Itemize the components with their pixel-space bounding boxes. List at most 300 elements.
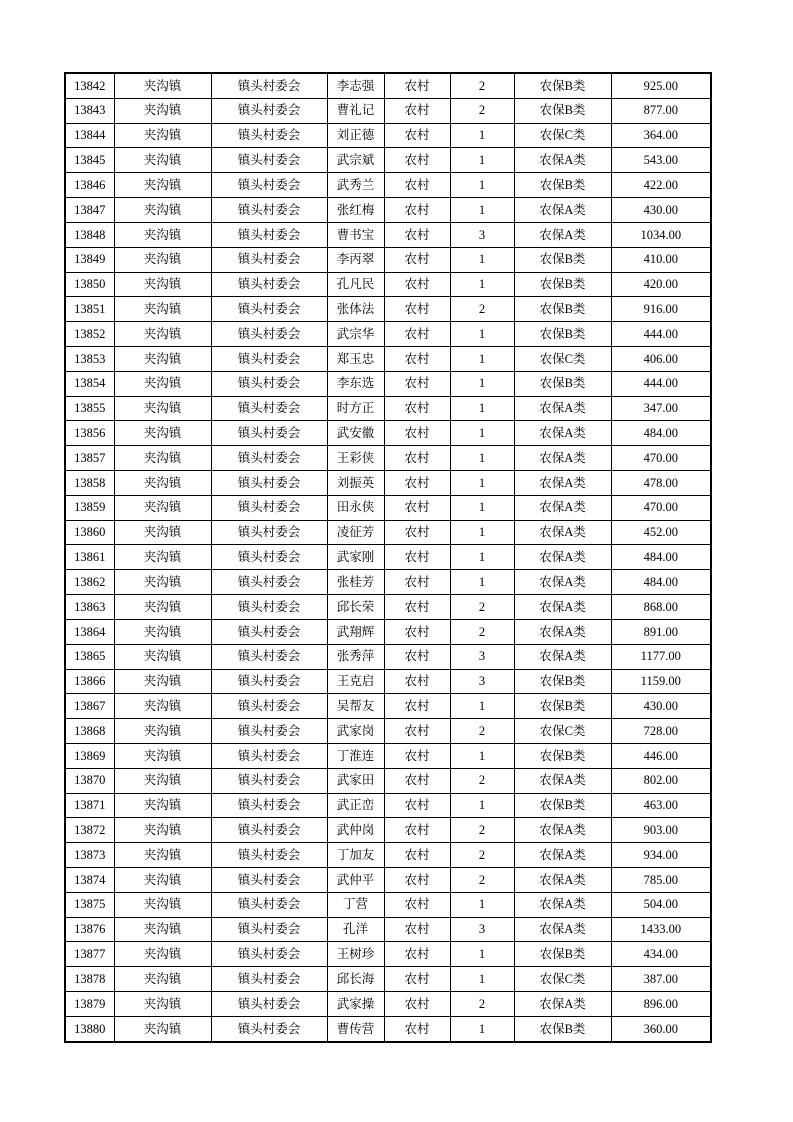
cell-village: 镇头村委会	[211, 123, 327, 148]
cell-village: 镇头村委会	[211, 222, 327, 247]
table-row	[65, 595, 711, 620]
cell-id: 13869	[65, 743, 114, 768]
cell-type: 农村	[384, 793, 450, 818]
table-row	[65, 471, 711, 496]
cell-count: 1	[450, 743, 514, 768]
table-row	[65, 967, 711, 992]
table-row	[65, 198, 711, 223]
cell-town: 夹沟镇	[114, 446, 211, 471]
cell-category: 农保A类	[514, 222, 611, 247]
cell-category: 农保A类	[514, 892, 611, 917]
cell-type: 农村	[384, 346, 450, 371]
table-row	[65, 322, 711, 347]
cell-category: 农保A类	[514, 396, 611, 421]
cell-id: 13848	[65, 222, 114, 247]
cell-village: 镇头村委会	[211, 73, 327, 98]
cell-count: 1	[450, 793, 514, 818]
cell-category: 农保B类	[514, 272, 611, 297]
cell-town: 夹沟镇	[114, 595, 211, 620]
cell-name: 张桂芳	[327, 570, 384, 595]
cell-town: 夹沟镇	[114, 520, 211, 545]
cell-town: 夹沟镇	[114, 570, 211, 595]
table-row	[65, 73, 711, 98]
cell-count: 1	[450, 421, 514, 446]
cell-village: 镇头村委会	[211, 322, 327, 347]
cell-type: 农村	[384, 371, 450, 396]
cell-amount: 470.00	[611, 495, 711, 520]
cell-name: 武家操	[327, 992, 384, 1017]
cell-id: 13845	[65, 148, 114, 173]
cell-category: 农保B类	[514, 1016, 611, 1042]
cell-amount: 410.00	[611, 247, 711, 272]
cell-id: 13880	[65, 1016, 114, 1042]
cell-category: 农保A类	[514, 868, 611, 893]
cell-amount: 1433.00	[611, 917, 711, 942]
cell-category: 农保C类	[514, 346, 611, 371]
cell-category: 农保A类	[514, 471, 611, 496]
cell-town: 夹沟镇	[114, 346, 211, 371]
cell-type: 农村	[384, 917, 450, 942]
cell-name: 曹传营	[327, 1016, 384, 1042]
cell-amount: 360.00	[611, 1016, 711, 1042]
cell-category: 农保C类	[514, 123, 611, 148]
cell-id: 13849	[65, 247, 114, 272]
cell-type: 农村	[384, 148, 450, 173]
cell-type: 农村	[384, 1016, 450, 1042]
cell-town: 夹沟镇	[114, 98, 211, 123]
cell-category: 农保B类	[514, 73, 611, 98]
cell-name: 李东选	[327, 371, 384, 396]
table-row	[65, 123, 711, 148]
cell-category: 农保A类	[514, 595, 611, 620]
cell-town: 夹沟镇	[114, 917, 211, 942]
table-row	[65, 421, 711, 446]
cell-village: 镇头村委会	[211, 967, 327, 992]
table-row	[65, 942, 711, 967]
cell-town: 夹沟镇	[114, 644, 211, 669]
table-row	[65, 495, 711, 520]
cell-town: 夹沟镇	[114, 396, 211, 421]
cell-count: 2	[450, 868, 514, 893]
cell-id: 13878	[65, 967, 114, 992]
cell-amount: 891.00	[611, 619, 711, 644]
cell-count: 2	[450, 595, 514, 620]
cell-town: 夹沟镇	[114, 148, 211, 173]
cell-name: 孔凡民	[327, 272, 384, 297]
cell-village: 镇头村委会	[211, 917, 327, 942]
cell-name: 武家刚	[327, 545, 384, 570]
cell-name: 武秀兰	[327, 173, 384, 198]
cell-count: 1	[450, 272, 514, 297]
cell-type: 农村	[384, 644, 450, 669]
cell-town: 夹沟镇	[114, 222, 211, 247]
cell-village: 镇头村委会	[211, 471, 327, 496]
cell-id: 13854	[65, 371, 114, 396]
cell-name: 丁加友	[327, 843, 384, 868]
cell-id: 13860	[65, 520, 114, 545]
cell-amount: 1159.00	[611, 669, 711, 694]
cell-type: 农村	[384, 446, 450, 471]
cell-category: 农保B类	[514, 371, 611, 396]
cell-name: 曹书宝	[327, 222, 384, 247]
cell-village: 镇头村委会	[211, 868, 327, 893]
table-row	[65, 346, 711, 371]
cell-village: 镇头村委会	[211, 719, 327, 744]
cell-village: 镇头村委会	[211, 843, 327, 868]
cell-amount: 925.00	[611, 73, 711, 98]
cell-name: 田永侠	[327, 495, 384, 520]
cell-town: 夹沟镇	[114, 843, 211, 868]
table-row	[65, 669, 711, 694]
cell-category: 农保A类	[514, 917, 611, 942]
cell-amount: 916.00	[611, 297, 711, 322]
cell-id: 13853	[65, 346, 114, 371]
cell-category: 农保A类	[514, 992, 611, 1017]
cell-amount: 903.00	[611, 818, 711, 843]
cell-village: 镇头村委会	[211, 694, 327, 719]
cell-type: 农村	[384, 570, 450, 595]
cell-amount: 446.00	[611, 743, 711, 768]
cell-id: 13864	[65, 619, 114, 644]
cell-count: 2	[450, 768, 514, 793]
cell-amount: 934.00	[611, 843, 711, 868]
cell-id: 13852	[65, 322, 114, 347]
cell-amount: 1034.00	[611, 222, 711, 247]
cell-amount: 802.00	[611, 768, 711, 793]
cell-name: 刘振英	[327, 471, 384, 496]
cell-category: 农保B类	[514, 297, 611, 322]
cell-id: 13862	[65, 570, 114, 595]
cell-count: 1	[450, 520, 514, 545]
cell-type: 农村	[384, 471, 450, 496]
cell-town: 夹沟镇	[114, 619, 211, 644]
cell-type: 农村	[384, 843, 450, 868]
cell-town: 夹沟镇	[114, 892, 211, 917]
cell-category: 农保A类	[514, 545, 611, 570]
cell-count: 1	[450, 942, 514, 967]
cell-type: 农村	[384, 694, 450, 719]
cell-type: 农村	[384, 421, 450, 446]
cell-count: 2	[450, 843, 514, 868]
cell-name: 张秀萍	[327, 644, 384, 669]
cell-village: 镇头村委会	[211, 173, 327, 198]
cell-type: 农村	[384, 173, 450, 198]
cell-village: 镇头村委会	[211, 272, 327, 297]
cell-name: 武宗斌	[327, 148, 384, 173]
cell-id: 13866	[65, 669, 114, 694]
cell-village: 镇头村委会	[211, 148, 327, 173]
cell-village: 镇头村委会	[211, 1016, 327, 1042]
table-row	[65, 644, 711, 669]
table-row	[65, 619, 711, 644]
cell-village: 镇头村委会	[211, 942, 327, 967]
cell-town: 夹沟镇	[114, 173, 211, 198]
cell-name: 武仲岗	[327, 818, 384, 843]
cell-amount: 504.00	[611, 892, 711, 917]
cell-category: 农保B类	[514, 743, 611, 768]
cell-town: 夹沟镇	[114, 694, 211, 719]
cell-id: 13850	[65, 272, 114, 297]
cell-count: 1	[450, 1016, 514, 1042]
table-row	[65, 247, 711, 272]
cell-name: 邱长荣	[327, 595, 384, 620]
cell-count: 1	[450, 371, 514, 396]
cell-category: 农保B类	[514, 942, 611, 967]
cell-type: 农村	[384, 495, 450, 520]
cell-town: 夹沟镇	[114, 495, 211, 520]
cell-village: 镇头村委会	[211, 297, 327, 322]
cell-type: 农村	[384, 967, 450, 992]
cell-amount: 785.00	[611, 868, 711, 893]
cell-type: 农村	[384, 868, 450, 893]
cell-village: 镇头村委会	[211, 793, 327, 818]
cell-town: 夹沟镇	[114, 818, 211, 843]
table-row	[65, 222, 711, 247]
cell-village: 镇头村委会	[211, 371, 327, 396]
table-row	[65, 818, 711, 843]
cell-count: 2	[450, 818, 514, 843]
table-row	[65, 892, 711, 917]
cell-town: 夹沟镇	[114, 421, 211, 446]
cell-type: 农村	[384, 396, 450, 421]
cell-count: 1	[450, 545, 514, 570]
cell-type: 农村	[384, 743, 450, 768]
cell-category: 农保A类	[514, 446, 611, 471]
cell-name: 武家岗	[327, 719, 384, 744]
table-row	[65, 371, 711, 396]
cell-category: 农保A类	[514, 421, 611, 446]
cell-count: 1	[450, 123, 514, 148]
cell-name: 曹礼记	[327, 98, 384, 123]
cell-village: 镇头村委会	[211, 520, 327, 545]
cell-count: 3	[450, 222, 514, 247]
cell-amount: 484.00	[611, 545, 711, 570]
table-row	[65, 173, 711, 198]
cell-name: 李志强	[327, 73, 384, 98]
cell-village: 镇头村委会	[211, 570, 327, 595]
cell-town: 夹沟镇	[114, 992, 211, 1017]
cell-village: 镇头村委会	[211, 98, 327, 123]
cell-amount: 728.00	[611, 719, 711, 744]
cell-count: 1	[450, 471, 514, 496]
cell-type: 农村	[384, 98, 450, 123]
cell-name: 刘正德	[327, 123, 384, 148]
table-row	[65, 1016, 711, 1042]
cell-category: 农保A类	[514, 768, 611, 793]
cell-count: 1	[450, 892, 514, 917]
cell-id: 13868	[65, 719, 114, 744]
cell-village: 镇头村委会	[211, 619, 327, 644]
cell-category: 农保A类	[514, 495, 611, 520]
cell-type: 农村	[384, 669, 450, 694]
cell-town: 夹沟镇	[114, 868, 211, 893]
cell-amount: 470.00	[611, 446, 711, 471]
cell-name: 王彩侠	[327, 446, 384, 471]
cell-town: 夹沟镇	[114, 272, 211, 297]
cell-count: 1	[450, 446, 514, 471]
cell-id: 13874	[65, 868, 114, 893]
cell-village: 镇头村委会	[211, 346, 327, 371]
cell-town: 夹沟镇	[114, 793, 211, 818]
cell-id: 13877	[65, 942, 114, 967]
cell-village: 镇头村委会	[211, 198, 327, 223]
table-row	[65, 98, 711, 123]
table-row	[65, 768, 711, 793]
cell-count: 1	[450, 247, 514, 272]
cell-category: 农保A类	[514, 619, 611, 644]
cell-name: 李丙翠	[327, 247, 384, 272]
cell-category: 农保B类	[514, 247, 611, 272]
cell-village: 镇头村委会	[211, 421, 327, 446]
cell-amount: 543.00	[611, 148, 711, 173]
cell-amount: 364.00	[611, 123, 711, 148]
cell-count: 1	[450, 198, 514, 223]
cell-id: 13870	[65, 768, 114, 793]
cell-category: 农保B类	[514, 322, 611, 347]
cell-amount: 478.00	[611, 471, 711, 496]
cell-count: 3	[450, 644, 514, 669]
table-row	[65, 545, 711, 570]
cell-village: 镇头村委会	[211, 396, 327, 421]
cell-id: 13879	[65, 992, 114, 1017]
cell-id: 13855	[65, 396, 114, 421]
cell-village: 镇头村委会	[211, 644, 327, 669]
cell-village: 镇头村委会	[211, 495, 327, 520]
cell-id: 13847	[65, 198, 114, 223]
cell-category: 农保C类	[514, 967, 611, 992]
cell-name: 邱长海	[327, 967, 384, 992]
cell-town: 夹沟镇	[114, 942, 211, 967]
cell-name: 孔洋	[327, 917, 384, 942]
cell-amount: 868.00	[611, 595, 711, 620]
cell-type: 农村	[384, 619, 450, 644]
cell-type: 农村	[384, 520, 450, 545]
cell-id: 13851	[65, 297, 114, 322]
cell-town: 夹沟镇	[114, 743, 211, 768]
cell-count: 1	[450, 173, 514, 198]
cell-town: 夹沟镇	[114, 247, 211, 272]
cell-name: 武仲平	[327, 868, 384, 893]
cell-count: 1	[450, 148, 514, 173]
cell-count: 2	[450, 73, 514, 98]
cell-category: 农保B类	[514, 173, 611, 198]
cell-id: 13861	[65, 545, 114, 570]
cell-name: 武宗华	[327, 322, 384, 347]
table-row	[65, 992, 711, 1017]
table-row	[65, 570, 711, 595]
cell-town: 夹沟镇	[114, 1016, 211, 1042]
cell-village: 镇头村委会	[211, 892, 327, 917]
cell-id: 13871	[65, 793, 114, 818]
cell-id: 13876	[65, 917, 114, 942]
cell-village: 镇头村委会	[211, 992, 327, 1017]
cell-id: 13843	[65, 98, 114, 123]
cell-town: 夹沟镇	[114, 198, 211, 223]
cell-village: 镇头村委会	[211, 768, 327, 793]
cell-count: 2	[450, 98, 514, 123]
cell-category: 农保B类	[514, 793, 611, 818]
cell-count: 1	[450, 570, 514, 595]
cell-name: 武正峦	[327, 793, 384, 818]
cell-amount: 444.00	[611, 322, 711, 347]
cell-type: 农村	[384, 595, 450, 620]
cell-town: 夹沟镇	[114, 545, 211, 570]
cell-amount: 444.00	[611, 371, 711, 396]
cell-amount: 420.00	[611, 272, 711, 297]
cell-amount: 430.00	[611, 694, 711, 719]
cell-type: 农村	[384, 297, 450, 322]
cell-count: 2	[450, 719, 514, 744]
cell-town: 夹沟镇	[114, 297, 211, 322]
cell-count: 2	[450, 992, 514, 1017]
cell-id: 13867	[65, 694, 114, 719]
table-row	[65, 917, 711, 942]
cell-name: 武家田	[327, 768, 384, 793]
cell-id: 13863	[65, 595, 114, 620]
cell-name: 丁营	[327, 892, 384, 917]
cell-town: 夹沟镇	[114, 471, 211, 496]
table-row	[65, 396, 711, 421]
cell-amount: 896.00	[611, 992, 711, 1017]
cell-id: 13856	[65, 421, 114, 446]
table-row	[65, 843, 711, 868]
cell-type: 农村	[384, 942, 450, 967]
cell-count: 1	[450, 967, 514, 992]
cell-type: 农村	[384, 222, 450, 247]
cell-count: 1	[450, 694, 514, 719]
cell-village: 镇头村委会	[211, 669, 327, 694]
cell-category: 农保A类	[514, 570, 611, 595]
cell-name: 武安徽	[327, 421, 384, 446]
cell-id: 13844	[65, 123, 114, 148]
cell-type: 农村	[384, 545, 450, 570]
cell-count: 1	[450, 322, 514, 347]
cell-village: 镇头村委会	[211, 818, 327, 843]
cell-id: 13865	[65, 644, 114, 669]
cell-category: 农保A类	[514, 644, 611, 669]
cell-category: 农保A类	[514, 520, 611, 545]
cell-type: 农村	[384, 247, 450, 272]
cell-id: 13842	[65, 73, 114, 98]
table-row	[65, 743, 711, 768]
cell-name: 王克启	[327, 669, 384, 694]
cell-village: 镇头村委会	[211, 743, 327, 768]
cell-town: 夹沟镇	[114, 719, 211, 744]
cell-count: 2	[450, 297, 514, 322]
table-row	[65, 272, 711, 297]
cell-category: 农保B类	[514, 98, 611, 123]
cell-id: 13859	[65, 495, 114, 520]
cell-type: 农村	[384, 198, 450, 223]
table-row	[65, 793, 711, 818]
cell-town: 夹沟镇	[114, 768, 211, 793]
cell-count: 1	[450, 346, 514, 371]
cell-amount: 452.00	[611, 520, 711, 545]
table-row	[65, 520, 711, 545]
cell-village: 镇头村委会	[211, 446, 327, 471]
cell-type: 农村	[384, 768, 450, 793]
cell-name: 凌征芳	[327, 520, 384, 545]
cell-id: 13846	[65, 173, 114, 198]
cell-amount: 1177.00	[611, 644, 711, 669]
table-row	[65, 148, 711, 173]
cell-category: 农保A类	[514, 843, 611, 868]
cell-amount: 387.00	[611, 967, 711, 992]
cell-amount: 406.00	[611, 346, 711, 371]
cell-town: 夹沟镇	[114, 967, 211, 992]
cell-amount: 877.00	[611, 98, 711, 123]
cell-count: 3	[450, 669, 514, 694]
